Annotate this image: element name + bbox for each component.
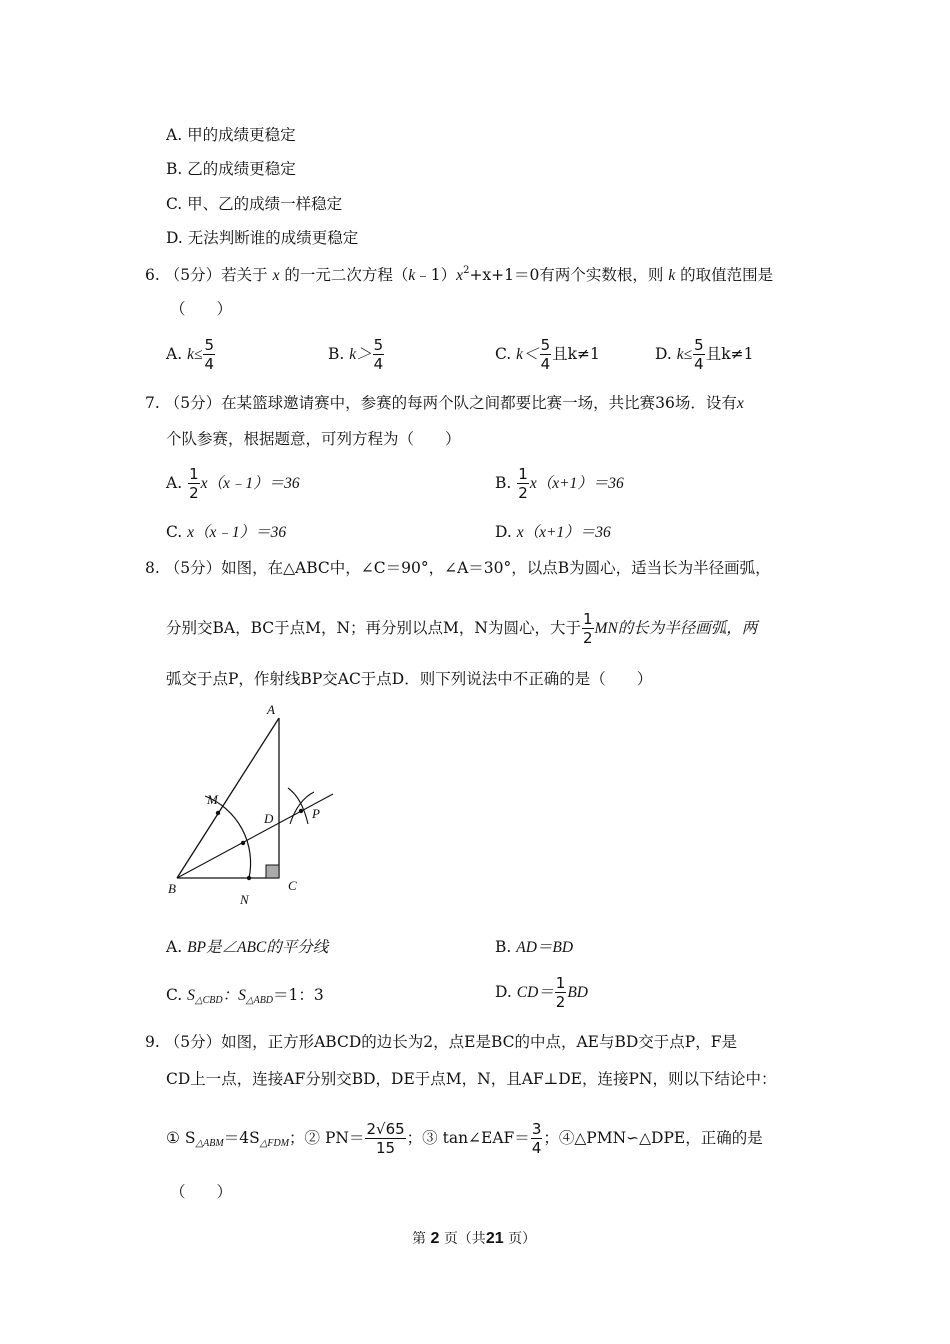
q7-option-d: D. x（x+1）＝36 bbox=[495, 523, 611, 541]
q7-stem-line2: 个队参赛，根据题意，可列方程为（ ） bbox=[166, 430, 461, 448]
q5-option-a: A. 甲的成绩更稳定 bbox=[166, 126, 296, 144]
q9-paren: （ ） bbox=[170, 1183, 233, 1201]
q9-conclusions: ① $S_{\triangle ABM}=4S_{\triangle FDM}$；② PN＝ $\frac{2√65}{15}$ ；③ tan∠EAF＝ $\frac{3}{4}$ ；④△PMN∽△DPE，正确的是 bbox=[166, 1120, 763, 1157]
point-n bbox=[247, 876, 251, 880]
q8-stem-line1: 8. （5分）如图，在△ABC中，∠C＝90°，∠A＝30°，以点B为圆心，适当长为半径画弧， bbox=[145, 559, 771, 577]
ray-bp bbox=[177, 794, 333, 878]
q6-paren: （ ） bbox=[170, 300, 233, 318]
segment-ab bbox=[177, 718, 279, 878]
q6-option-d: D. k≤ $\frac{5}{4}$ 且k≠1 bbox=[655, 336, 754, 373]
q9-stem-line2: CD上一点，连接AF分别交BD，DE于点M，N，且AF⊥DE，连接PN，则以下结论中： bbox=[166, 1070, 777, 1088]
label-b: B bbox=[168, 881, 176, 896]
label-c: C bbox=[288, 878, 297, 893]
q8-stem-line2: 分别交BA，BC于点M，N；再分别以点M，N为圆心，大于 $\frac{1}{2}$ MN的长为半径画弧，两 bbox=[166, 610, 758, 647]
label-a: A bbox=[267, 702, 275, 717]
q7-option-b: B. $\frac{1}{2}$ x（x+1）＝36 bbox=[495, 465, 624, 502]
q5-option-d: D. 无法判断谁的成绩更稳定 bbox=[166, 229, 359, 247]
point-d bbox=[241, 841, 245, 845]
q6-option-a: A. k≤ $\frac{5}{4}$ bbox=[166, 336, 214, 373]
q7-option-a: A. $\frac{1}{2}$ x（x﹣1）＝36 bbox=[166, 465, 300, 502]
q8-triangle-figure bbox=[160, 700, 350, 915]
q7-option-c: C. x（x﹣1）＝36 bbox=[166, 523, 287, 541]
q8-option-d: D. CD＝ $\frac{1}{2}$ BD bbox=[495, 974, 589, 1011]
q8-option-a: A. BP是∠ABC的平分线 bbox=[166, 938, 329, 956]
arc-p-lower bbox=[290, 792, 314, 824]
page-footer: 第 2 页（共21 页） bbox=[412, 1230, 537, 1247]
point-m bbox=[216, 811, 220, 815]
right-angle-mark bbox=[266, 865, 279, 878]
label-p: P bbox=[312, 806, 320, 821]
label-m: M bbox=[207, 792, 218, 807]
q8-stem-line3: 弧交于点P，作射线BP交AC于点D．则下列说法中不正确的是（ ） bbox=[166, 670, 653, 688]
q7-stem-line1: 7. （5分）在某篮球邀请赛中，参赛的每两个队之间都要比赛一场，共比赛36场．设有x bbox=[145, 394, 744, 412]
q5-option-b: B. 乙的成绩更稳定 bbox=[166, 160, 296, 178]
q9-stem-line1: 9. （5分）如图，正方形ABCD的边长为2，点E是BC的中点，AE与BD交于点P，F是 bbox=[145, 1033, 737, 1051]
arc-mn bbox=[205, 796, 251, 878]
q6-option-c: C. k＜ $\frac{5}{4}$ 且k≠1 bbox=[495, 336, 600, 373]
q6-stem: 6. （5分）若关于 x 的一元二次方程$(k﹣1)x^2+x+1=0$有两个实数根，则 k 的取值范围是 bbox=[145, 265, 774, 284]
q5-option-c: C. 甲、乙的成绩一样稳定 bbox=[166, 195, 343, 213]
label-n: N bbox=[240, 892, 249, 907]
q8-option-c: C. $S_{\triangle CBD}$：$S_{\triangle ABD}=1$：3 bbox=[166, 986, 324, 1006]
point-p bbox=[299, 809, 303, 813]
label-d: D bbox=[264, 811, 274, 826]
q6-option-b: B. k＞ $\frac{5}{4}$ bbox=[328, 336, 384, 373]
q8-option-b: B. AD＝BD bbox=[495, 938, 574, 956]
